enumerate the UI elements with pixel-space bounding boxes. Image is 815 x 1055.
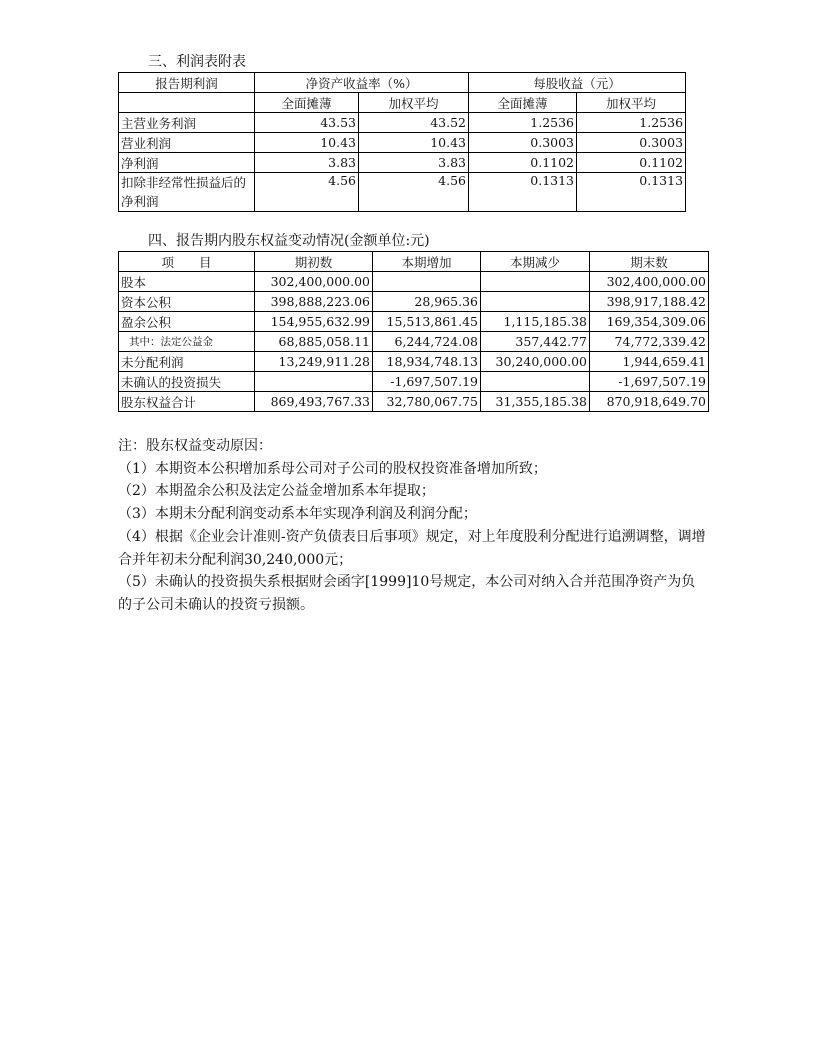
table-cell: 0.1102 bbox=[577, 153, 686, 173]
notes-block bbox=[118, 435, 708, 617]
header-eps: 每股收益（元） bbox=[469, 73, 686, 93]
table-cell bbox=[481, 272, 590, 292]
header-item: 项 目 bbox=[119, 252, 255, 272]
table-header-row bbox=[119, 252, 709, 272]
table-cell: 13,249,911.28 bbox=[255, 352, 373, 372]
table-row bbox=[119, 392, 709, 412]
table-cell: 1,944,659.41 bbox=[590, 352, 709, 372]
row-label: 其中：法定公益金 bbox=[119, 332, 255, 352]
table-cell: 0.1313 bbox=[469, 173, 577, 212]
table-cell: 357,442.77 bbox=[481, 332, 590, 352]
table-cell: 1,115,185.38 bbox=[481, 312, 590, 332]
table-cell: 869,493,767.33 bbox=[255, 392, 373, 412]
subheader-roe-diluted: 全面摊薄 bbox=[255, 93, 359, 113]
profit-supplement-table bbox=[118, 72, 686, 212]
subheader-eps-diluted: 全面摊薄 bbox=[469, 93, 577, 113]
note-item: （5）未确认的投资损失系根据财会函字[1999]10号规定，本公司对纳入合并范围净资产为负的子公司未确认的投资亏损额。 bbox=[118, 574, 696, 613]
table-cell: 10.43 bbox=[255, 133, 359, 153]
table-row bbox=[119, 173, 686, 212]
table-cell bbox=[481, 292, 590, 312]
table-cell: 0.1313 bbox=[577, 173, 686, 212]
table-row bbox=[119, 153, 686, 173]
table-cell bbox=[373, 272, 481, 292]
table-cell: -1,697,507.19 bbox=[590, 372, 709, 392]
table-cell: 398,888,223.06 bbox=[255, 292, 373, 312]
header-closing: 期末数 bbox=[590, 252, 709, 272]
table-cell: 3.83 bbox=[255, 153, 359, 173]
table-cell: 3.83 bbox=[359, 153, 469, 173]
subheader-eps-weighted: 加权平均 bbox=[577, 93, 686, 113]
header-roe: 净资产收益率（%） bbox=[255, 73, 469, 93]
table-cell: 32,780,067.75 bbox=[373, 392, 481, 412]
header-increase: 本期增加 bbox=[373, 252, 481, 272]
table-cell: 4.56 bbox=[359, 173, 469, 212]
empty-cell bbox=[119, 93, 255, 113]
table-cell bbox=[255, 372, 373, 392]
note-item: （1）本期资本公积增加系母公司对子公司的股权投资准备增加所致； bbox=[118, 460, 547, 477]
table-cell: 43.53 bbox=[255, 113, 359, 133]
table-cell: -1,697,507.19 bbox=[373, 372, 481, 392]
row-label: 营业利润 bbox=[119, 133, 255, 153]
row-label: 盈余公积 bbox=[119, 312, 255, 332]
table-row bbox=[119, 312, 709, 332]
table-subheader-row bbox=[119, 93, 686, 113]
row-label: 股本 bbox=[119, 272, 255, 292]
row-label: 未确认的投资损失 bbox=[119, 372, 255, 392]
table-cell: 1.2536 bbox=[469, 113, 577, 133]
table-cell: 31,355,185.38 bbox=[481, 392, 590, 412]
header-opening: 期初数 bbox=[255, 252, 373, 272]
table-cell: 30,240,000.00 bbox=[481, 352, 590, 372]
table-row bbox=[119, 133, 686, 153]
row-label: 主营业务利润 bbox=[119, 113, 255, 133]
table-row bbox=[119, 292, 709, 312]
table-cell: 0.3003 bbox=[469, 133, 577, 153]
table-cell: 302,400,000.00 bbox=[255, 272, 373, 292]
table-cell: 43.52 bbox=[359, 113, 469, 133]
table-cell: 0.1102 bbox=[469, 153, 577, 173]
table-cell: 15,513,861.45 bbox=[373, 312, 481, 332]
table-row bbox=[119, 272, 709, 292]
table-row bbox=[119, 372, 709, 392]
table-cell: 0.3003 bbox=[577, 133, 686, 153]
equity-change-table bbox=[118, 251, 709, 412]
table-cell bbox=[481, 372, 590, 392]
table-row bbox=[119, 352, 709, 372]
table-cell: 169,354,309.06 bbox=[590, 312, 709, 332]
subheader-roe-weighted: 加权平均 bbox=[359, 93, 469, 113]
table-cell: 870,918,649.70 bbox=[590, 392, 709, 412]
row-label: 净利润 bbox=[119, 153, 255, 173]
table-header-row bbox=[119, 73, 686, 93]
note-item: （4）根据《企业会计准则-资产负债表日后事项》规定，对上年度股利分配进行追溯调整，调增合并年初未分配利润30,240,000元； bbox=[118, 528, 706, 568]
row-label: 股东权益合计 bbox=[119, 392, 255, 412]
section4-title: 四、报告期内股东权益变动情况(金额单位:元) bbox=[148, 233, 430, 249]
table-cell: 154,955,632.99 bbox=[255, 312, 373, 332]
table-cell: 68,885,058.11 bbox=[255, 332, 373, 352]
table-cell: 74,772,339.42 bbox=[590, 332, 709, 352]
table-cell: 6,244,724.08 bbox=[373, 332, 481, 352]
section3-title: 三、利润表附表 bbox=[148, 54, 246, 70]
note-item: （2）本期盈余公积及法定公益金增加系本年提取； bbox=[118, 483, 435, 500]
table-cell: 1.2536 bbox=[577, 113, 686, 133]
table-cell: 28,965.36 bbox=[373, 292, 481, 312]
notes-heading: 注：股东权益变动原因： bbox=[118, 438, 272, 454]
row-label: 资本公积 bbox=[119, 292, 255, 312]
row-label: 未分配利润 bbox=[119, 352, 255, 372]
table-cell: 18,934,748.13 bbox=[373, 352, 481, 372]
header-item: 报告期利润 bbox=[119, 73, 255, 93]
table-cell: 4.56 bbox=[255, 173, 359, 212]
table-cell: 398,917,188.42 bbox=[590, 292, 709, 312]
table-row bbox=[119, 332, 709, 352]
row-label: 扣除非经常性损益后的净利润 bbox=[119, 173, 255, 212]
table-cell: 10.43 bbox=[359, 133, 469, 153]
note-item: （3）本期未分配利润变动系本年实现净利润及利润分配； bbox=[118, 506, 477, 523]
header-decrease: 本期减少 bbox=[481, 252, 590, 272]
table-cell: 302,400,000.00 bbox=[590, 272, 709, 292]
table-row bbox=[119, 113, 686, 133]
